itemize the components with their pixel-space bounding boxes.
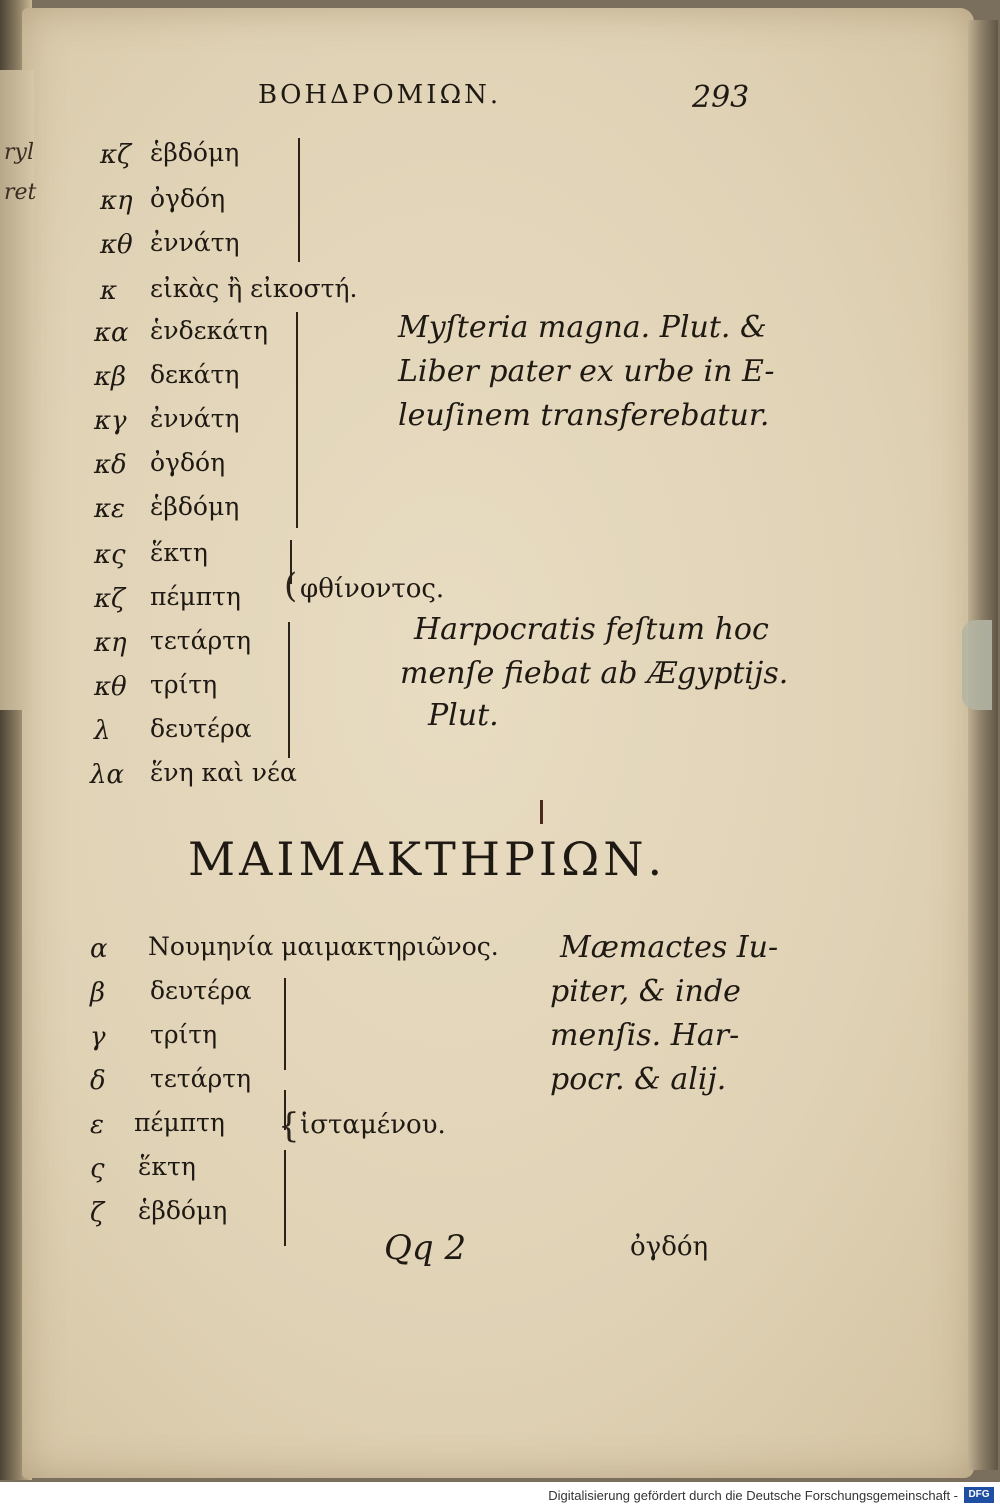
- day-numeral: κγ: [94, 406, 127, 436]
- note-line: Liber pater ex urbe in E-: [398, 354, 775, 389]
- day-name: τετάρτη: [150, 1064, 252, 1093]
- day-name: ἕνη καὶ νέα: [150, 758, 297, 787]
- day-name: ἑβδόμη: [150, 138, 240, 167]
- day-numeral: ζ: [90, 1198, 105, 1228]
- signature-mark: Qq 2: [384, 1228, 467, 1268]
- day-numeral: κθ: [100, 230, 133, 260]
- day-name: τρίτη: [150, 670, 218, 699]
- footer-bar: [0, 1482, 1000, 1509]
- day-name: ἑνδεκάτη: [150, 316, 268, 345]
- day-numeral: κα: [94, 318, 129, 348]
- funding-credit: Digitalisierung gefördert durch die Deutsche Forschungsgemeinschaft -: [548, 1488, 958, 1503]
- right-page-edge: [968, 20, 998, 1470]
- day-numeral: λ: [94, 716, 111, 746]
- note-line: piter, & inde: [550, 974, 741, 1009]
- day-name: ὀγδόη: [150, 448, 226, 477]
- day-numeral: κβ: [94, 362, 127, 392]
- note-line: pocr. & alij.: [550, 1062, 727, 1097]
- day-numeral: ς: [90, 1154, 105, 1184]
- day-name: δευτέρα: [150, 976, 252, 1005]
- day-name: δεκάτη: [150, 360, 240, 389]
- bracket-rule: [288, 622, 290, 758]
- greek-note: φθίνοντος.: [300, 574, 445, 604]
- day-numeral: α: [90, 934, 108, 964]
- note-line: menſis. Har-: [550, 1018, 740, 1053]
- day-numeral: λα: [90, 760, 125, 790]
- bracket-rule: [284, 1150, 286, 1246]
- day-numeral: κς: [94, 540, 126, 570]
- day-numeral: β: [90, 978, 106, 1008]
- bookmark-tab: [962, 620, 992, 710]
- previous-page-fragment: ryl: [4, 140, 34, 165]
- day-numeral: κθ: [94, 672, 127, 702]
- day-name: ἑβδόμη: [138, 1196, 228, 1225]
- day-name: ὀγδόη: [150, 184, 226, 213]
- day-name: εἰκὰς ἢ εἰκοστή.: [150, 274, 358, 303]
- note-line: menſe fiebat ab Ægyptijs.: [400, 656, 789, 691]
- day-name: ἕκτη: [138, 1152, 196, 1181]
- bracket-rule: [298, 138, 300, 262]
- section-heading: ΜΑΙΜΑΚΤΗΡΙΩΝ.: [188, 832, 667, 886]
- ink-mark: [540, 800, 543, 824]
- day-numeral: κζ: [94, 584, 126, 614]
- day-name: τρίτη: [150, 1020, 218, 1049]
- day-numeral: κη: [94, 628, 127, 658]
- catchword: ὀγδόη: [630, 1232, 709, 1262]
- day-name: δευτέρα: [150, 714, 252, 743]
- day-numeral: κ: [100, 276, 118, 306]
- day-name: πέμπτη: [150, 582, 241, 611]
- day-numeral: δ: [90, 1066, 106, 1096]
- day-name: Νουμηνία μαιμακτηριῶνος.: [148, 932, 499, 961]
- previous-page-edge: [0, 70, 37, 710]
- note-line: Plut.: [428, 698, 499, 733]
- day-name: τετάρτη: [150, 626, 252, 655]
- bracket-rule: [296, 312, 298, 528]
- note-line: Mæmactes Iu-: [560, 930, 779, 965]
- day-numeral: κη: [100, 186, 133, 216]
- dfg-logo: DFG: [964, 1487, 994, 1503]
- day-name: ἐννάτη: [150, 404, 240, 433]
- day-numeral: γ: [90, 1022, 106, 1052]
- previous-page-fragment: ret: [4, 180, 37, 205]
- greek-note: ἱσταμένου.: [300, 1110, 446, 1140]
- day-name: ἕκτη: [150, 538, 208, 567]
- day-name: ἑβδόμη: [150, 492, 240, 521]
- day-numeral: ε: [90, 1110, 104, 1140]
- note-line: Harpocratis feſtum hoc: [414, 612, 769, 647]
- day-numeral: κε: [94, 494, 126, 524]
- brace-glyph: (: [284, 566, 298, 606]
- brace-glyph: {: [278, 1106, 300, 1146]
- day-numeral: κδ: [94, 450, 127, 480]
- bracket-rule: [284, 978, 286, 1070]
- note-line: Myſteria magna. Plut. &: [398, 310, 767, 345]
- page-number: 293: [692, 80, 750, 115]
- day-numeral: κζ: [100, 140, 132, 170]
- day-name: ἐννάτη: [150, 228, 240, 257]
- running-head: ΒΟΗΔΡΟΜΙΩΝ.: [258, 80, 502, 110]
- day-name: πέμπτη: [134, 1108, 225, 1137]
- note-line: leuſinem transferebatur.: [398, 398, 770, 433]
